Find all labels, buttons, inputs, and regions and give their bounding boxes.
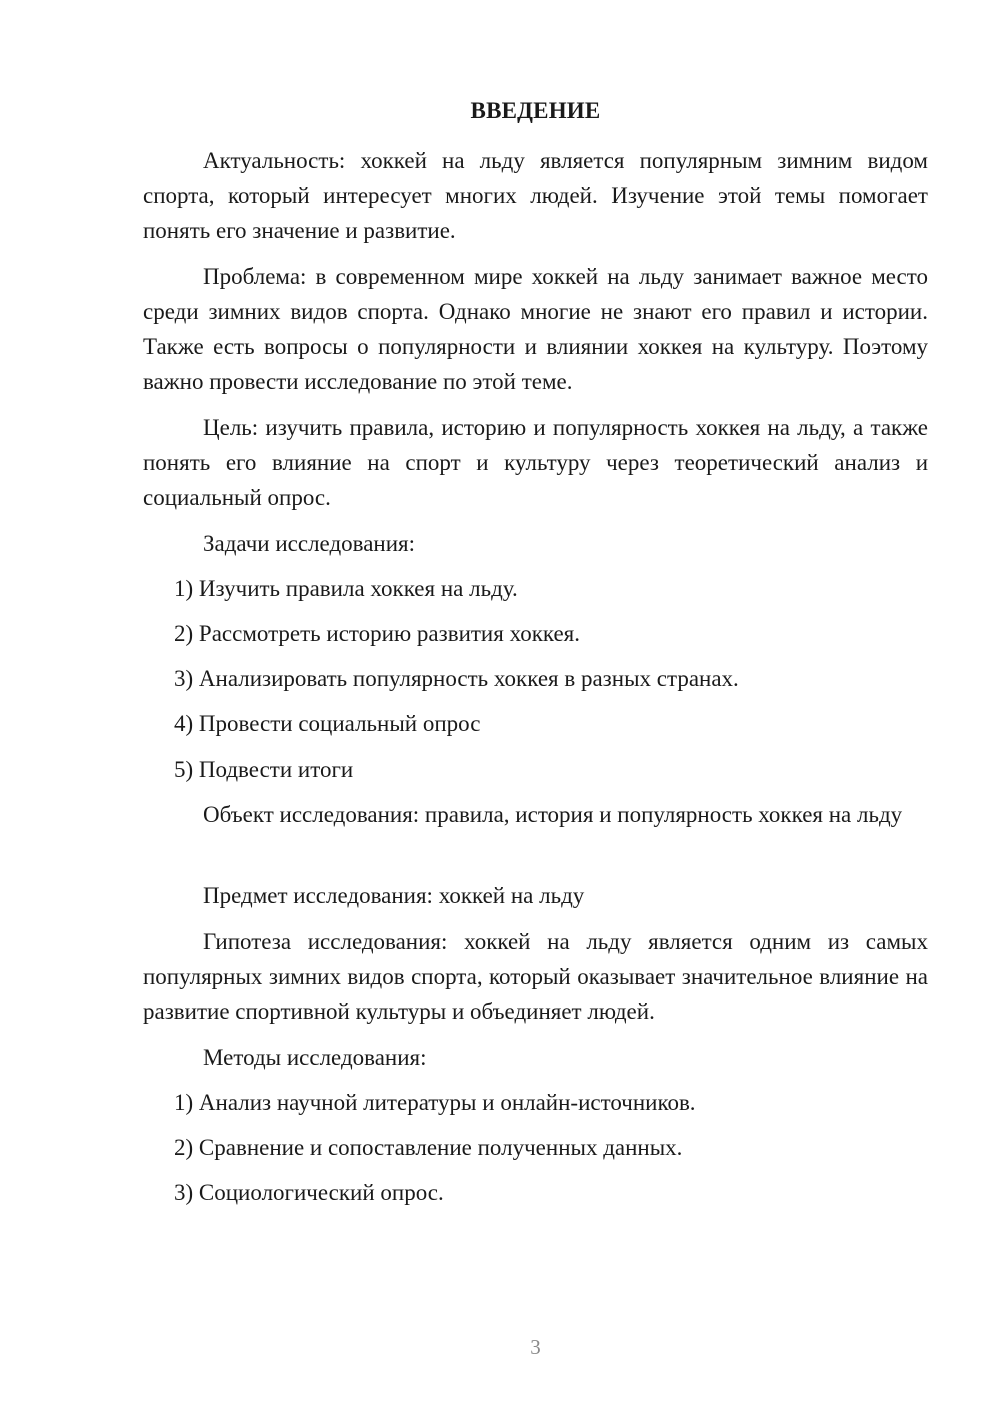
task-item: 5) Подвести итоги <box>174 757 354 782</box>
tasks-label: Задачи исследования: <box>203 531 416 556</box>
task-item: 1) Изучить правила хоккея на льду. <box>174 576 518 601</box>
page-number: 3 <box>530 1335 541 1359</box>
method-item: 2) Сравнение и сопоставление полученных данных. <box>174 1135 683 1160</box>
hypothesis-paragraph: Гипотеза исследования: хоккей на льду является одним из самых популярных зимних видов спорта, который оказывает значительное влияние на развитие спортивной культуры и объединяет людей. <box>143 929 928 1024</box>
methods-label: Методы исследования: <box>203 1045 427 1070</box>
problem-paragraph: Проблема: в современном мире хоккей на льду занимает важное место среди зимних видов спорта. Однако многие не знают его правил и истории. Также есть вопросы о популярности и влиянии хоккея на культуру. Поэтому важно провести исследование по этой теме. <box>143 264 928 394</box>
task-item: 4) Провести социальный опрос <box>174 711 481 736</box>
task-item: 2) Рассмотреть историю развития хоккея. <box>174 621 581 646</box>
goal-paragraph: Цель: изучить правила, историю и популярность хоккея на льду, а также понять его влияние на спорт и культуру через теоретический анализ и социальный опрос. <box>143 415 928 510</box>
method-item: 3) Социологический опрос. <box>174 1180 444 1205</box>
object-paragraph: Объект исследования: правила, история и популярность хоккея на льду <box>203 802 903 827</box>
method-item: 1) Анализ научной литературы и онлайн-источников. <box>174 1090 696 1115</box>
relevance-paragraph: Актуальность: хоккей на льду является популярным зимним видом спорта, который интересует многих людей. Изучение этой темы помогает понять его значение и развитие. <box>143 148 928 243</box>
task-item: 3) Анализировать популярность хоккея в разных странах. <box>174 666 739 691</box>
section-heading: ВВЕДЕНИЕ <box>470 98 601 123</box>
subject-line: Предмет исследования: хоккей на льду <box>203 883 585 908</box>
